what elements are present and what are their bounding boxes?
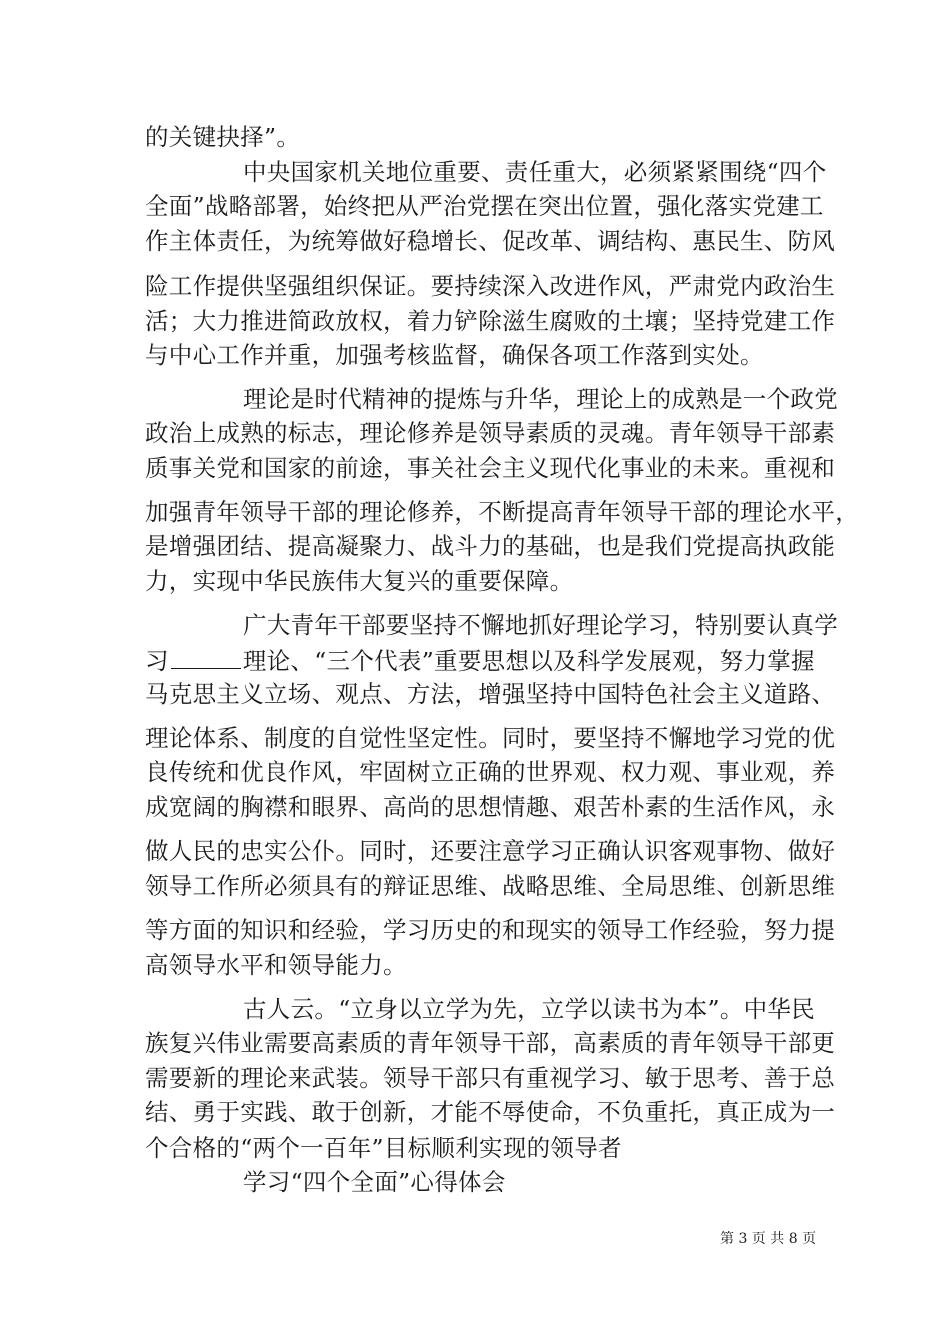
text-line: 结、勇于实践、敢于创新，才能不辱使命，不负重托，真正成为一 xyxy=(145,1098,836,1126)
text-line: 险工作提供坚强组织保证。要持续深入改进作风，严肃党内政治生 xyxy=(145,272,836,300)
text-line: 质事关党和国家的前途，事关社会主义现代化事业的未来。重视和 xyxy=(145,454,836,482)
text-line: 加强青年领导干部的理论修养，不断提高青年领导干部的理论水平， xyxy=(145,498,859,526)
text-line: 理论体系、制度的自觉性坚定性。同时，要坚持不懈地学习党的优 xyxy=(145,724,836,752)
text-line: 的关键抉择”。 xyxy=(145,123,301,151)
text-line: 力，实现中华民族伟大复兴的重要保障。 xyxy=(145,567,574,595)
text-line: 族复兴伟业需要高素质的青年领导干部，高素质的青年领导干部更 xyxy=(145,1029,836,1057)
line-suffix: 理论、“三个代表”重要思想以及科学发展观，努力掌握 xyxy=(242,647,815,675)
fill-in-blank xyxy=(171,648,241,669)
text-line: 是增强团结、提高凝聚力、战斗力的基础，也是我们党提高执政能 xyxy=(145,532,836,560)
paragraph-start-line: 理论是时代精神的提炼与升华，理论上的成熟是一个政党 xyxy=(243,385,838,413)
text-line: 领导工作所必须具有的辩证思维、战略思维、全局思维、创新思维 xyxy=(145,872,836,900)
text-line: 高领导水平和领导能力。 xyxy=(145,951,407,979)
text-line: 作主体责任，为统筹做好稳增长、促改革、调结构、惠民生、防风 xyxy=(145,227,836,255)
text-line: 良传统和优良作风，牢固树立正确的世界观、权力观、事业观，养 xyxy=(145,758,836,786)
text-line: 个合格的“两个一百年”目标顺利实现的领导者 xyxy=(145,1134,622,1162)
paragraph-start-line: 古人云。“立身以立学为先，立学以读书为本”。中华民 xyxy=(243,995,816,1023)
text-line: 需要新的理论来武装。领导干部只有重视学习、敏于思考、善于总 xyxy=(145,1064,836,1092)
text-line: 与中心工作并重，加强考核监督，确保各项工作落到实处。 xyxy=(145,341,764,369)
section-heading: 学习“四个全面”心得体会 xyxy=(243,1168,506,1196)
text-line: 马克思主义立场、观点、方法，增强坚持中国特色社会主义道路、 xyxy=(145,680,836,708)
paragraph-start-line: 中央国家机关地位重要、责任重大，必须紧紧围绕“四个 xyxy=(243,158,827,186)
page-number: 第 3 页 共 8 页 xyxy=(720,1231,817,1247)
text-line: 成宽阔的胸襟和眼界、高尚的思想情趣、艰苦朴素的生活作风，永 xyxy=(145,793,836,821)
text-line-with-blank xyxy=(145,648,815,674)
paragraph-start-line: 广大青年干部要坚持不懈地抓好理论学习，特别要认真学 xyxy=(243,611,838,639)
text-line: 全面”战略部署，始终把从严治党摆在突出位置，强化落实党建工 xyxy=(145,192,824,220)
text-line: 等方面的知识和经验，学习历史的和现实的领导工作经验，努力提 xyxy=(145,916,836,944)
text-line: 做人民的忠实公仆。同时，还要注意学习正确认识客观事物、做好 xyxy=(145,837,836,865)
text-line: 政治上成熟的标志，理论修养是领导素质的灵魂。青年领导干部素 xyxy=(145,419,836,447)
text-line: 活；大力推进简政放权，着力铲除滋生腐败的土壤；坚持党建工作 xyxy=(145,307,836,335)
line-prefix: 习 xyxy=(145,647,169,675)
